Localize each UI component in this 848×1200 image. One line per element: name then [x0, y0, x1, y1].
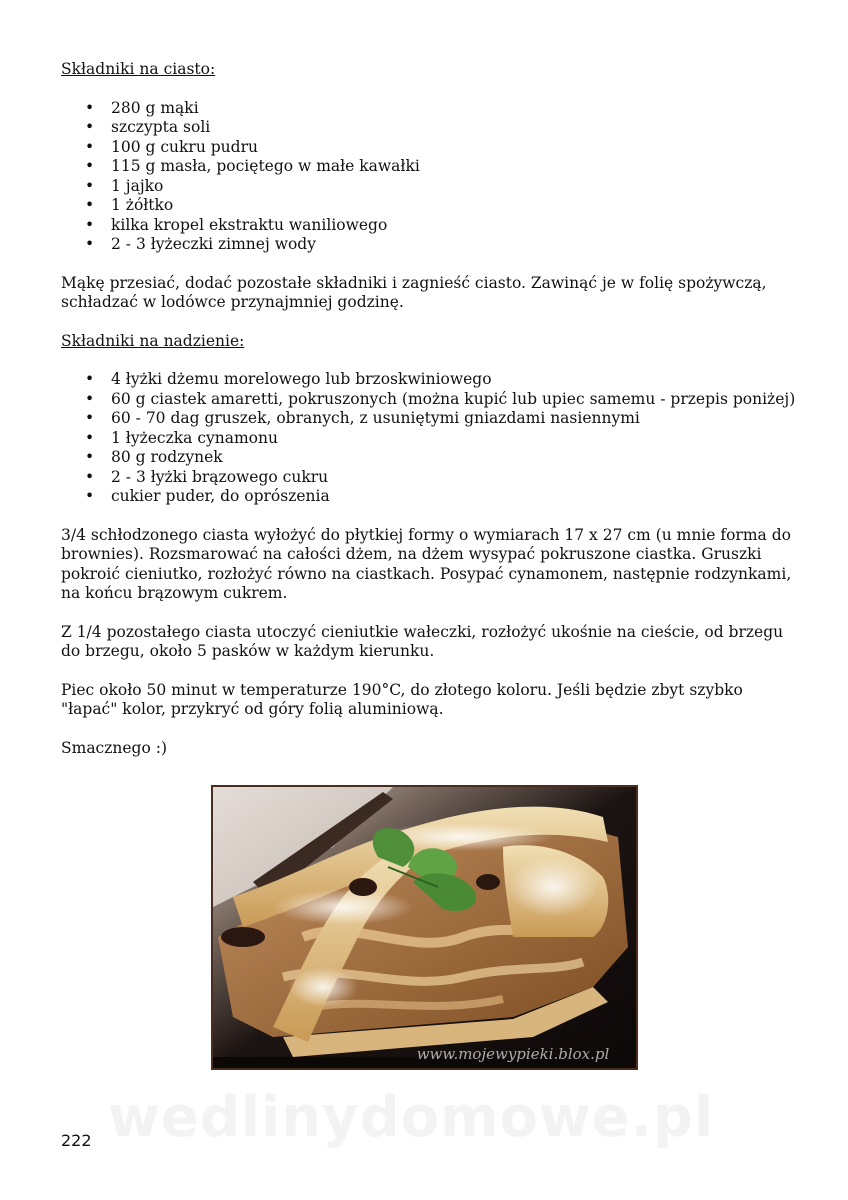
- recipe-content: [61, 60, 801, 777]
- list-item: • 60 - 70 dag gruszek, obranych, z usuniętymi gniazdami nasiennymi: [111, 409, 801, 429]
- list-item: • kilka kropel ekstraktu waniliowego: [111, 216, 801, 236]
- list-item: • 280 g mąki: [111, 99, 801, 119]
- list-item: • szczypta soli: [111, 118, 801, 138]
- list-item: • cukier puder, do oprószenia: [111, 487, 801, 507]
- dough-instructions: Mąkę przesiać, dodać pozostałe składniki i zagnieść ciasto. Zawinąć je w folię spożywczą, schładzać w lodówce przynajmniej godzinę.: [61, 273, 767, 311]
- list-item: • 1 jajko: [111, 177, 801, 197]
- list-item: • 2 - 3 łyżki brązowego cukru: [111, 468, 801, 488]
- filling-ingredients-list: [61, 370, 801, 507]
- pie-photo: [211, 785, 638, 1070]
- list-item: • 115 g masła, pociętego w małe kawałki: [111, 157, 801, 177]
- step-paragraph: Z 1/4 pozostałego ciasta utoczyć cieniutkie wałeczki, rozłożyć ukośnie na cieście, od brzegu do brzegu, około 5 pasków w każdym kierunku.: [61, 622, 784, 660]
- dough-ingredients-list: [61, 99, 801, 255]
- list-item: • 4 łyżki dżemu morelowego lub brzoskwiniowego: [111, 370, 801, 390]
- list-item: • 1 żółtko: [111, 196, 801, 216]
- closing-line: Smacznego :): [61, 738, 168, 757]
- dough-heading: Składniki na ciasto:: [61, 60, 216, 78]
- step-paragraph: 3/4 schłodzonego ciasta wyłożyć do płytkiej formy o wymiarach 17 x 27 cm (u mnie forma do brownies). Rozsmarować na całości dżem, na dżem wysypać pokruszone ciastka. Gruszki pokroić cieniutko, rozłożyć równo na ciastkach. Posypać cynamonem, następnie rodzynkami, na końcu brązowym cukrem.: [61, 525, 792, 602]
- page-number: 222: [61, 1131, 92, 1150]
- site-watermark: wedlinydomowe.pl: [108, 1085, 715, 1150]
- list-item: • 2 - 3 łyżeczki zimnej wody: [111, 235, 801, 255]
- step-paragraph: Piec około 50 minut w temperaturze 190°C, do złotego koloru. Jeśli będzie zbyt szybko "łapać" kolor, przykryć od góry folią aluminiową.: [61, 680, 743, 718]
- list-item: • 1 łyżeczka cynamonu: [111, 429, 801, 449]
- list-item: • 100 g cukru pudru: [111, 138, 801, 158]
- photo-watermark-caption: www.mojewypieki.blox.pl: [416, 1045, 610, 1063]
- list-item: • 80 g rodzynek: [111, 448, 801, 468]
- list-item: • 60 g ciastek amaretti, pokruszonych (można kupić lub upiec samemu - przepis poniżej): [111, 390, 801, 410]
- filling-heading: Składniki na nadzienie:: [61, 331, 245, 350]
